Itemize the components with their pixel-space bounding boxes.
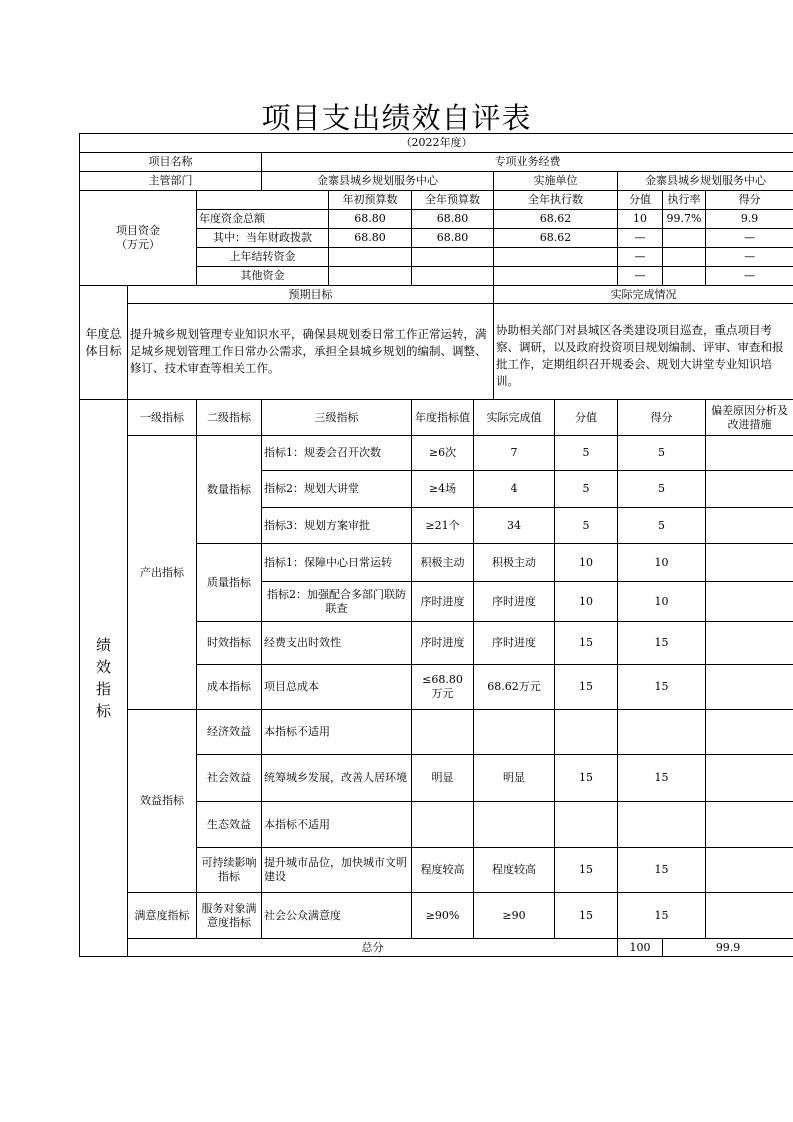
indicator-value: 15: [555, 848, 618, 893]
indicator-value: 5: [555, 508, 618, 544]
indicator-score: 15: [618, 848, 706, 893]
indicator-target: ≥90%: [412, 893, 474, 939]
indicator-analysis: [706, 710, 793, 755]
funds-cell: —: [618, 267, 663, 286]
indicator-name: 经费支出时效性: [262, 622, 412, 665]
funds-cell: 68.80: [412, 210, 494, 229]
funds-cell: —: [618, 248, 663, 267]
indicator-name: 本指标不适用: [262, 802, 412, 848]
funds-header-annual: 全年预算数: [412, 191, 494, 210]
indicator-actual: [474, 710, 555, 755]
indicator-name: 指标1：保障中心日常运转: [262, 544, 412, 582]
funds-row-label: 年度资金总额: [197, 210, 329, 229]
funds-cell: —: [706, 229, 793, 248]
header-level3: 三级指标: [262, 400, 412, 436]
funds-label-line1: 项目资金: [116, 224, 160, 237]
dept-label: 主管部门: [80, 172, 262, 191]
indicator-analysis: [706, 622, 793, 665]
indicator-analysis: [706, 665, 793, 710]
indicator-score: [618, 710, 706, 755]
funds-row-label: 其中：当年财政拨款: [197, 229, 329, 248]
funds-cell: [412, 267, 494, 286]
funds-cell: [663, 248, 706, 267]
indicator-actual: [474, 802, 555, 848]
level2-cost: 成本指标: [197, 665, 262, 710]
total-value: 100: [618, 939, 663, 957]
funds-row-label: 其他资金: [197, 267, 329, 286]
table-row: [80, 893, 793, 939]
header-score: 得分: [618, 400, 706, 436]
indicator-value: [555, 710, 618, 755]
header-level2: 二级指标: [197, 400, 262, 436]
indicator-score: 5: [618, 471, 706, 508]
indicator-value: 15: [555, 755, 618, 802]
indicator-value: 15: [555, 622, 618, 665]
funds-cell: [663, 267, 706, 286]
indicator-analysis: [706, 893, 793, 939]
indicator-name: 指标2：规划大讲堂: [262, 471, 412, 508]
actual-goal-header: 实际完成情况: [494, 286, 793, 304]
funds-cell: 68.80: [329, 229, 412, 248]
funds-label-line2: （万元）: [116, 238, 160, 251]
goals-label: 年度总体目标: [80, 286, 128, 400]
indicator-target: [412, 802, 474, 848]
total-score: 99.9: [663, 939, 793, 957]
level2-economic: 经济效益: [197, 710, 262, 755]
funds-cell: 10: [618, 210, 663, 229]
indicator-name: 本指标不适用: [262, 710, 412, 755]
indicator-target: 序时进度: [412, 582, 474, 622]
indicator-actual: 7: [474, 436, 555, 471]
funds-cell: [329, 267, 412, 286]
indicator-score: [618, 802, 706, 848]
indicator-actual: 34: [474, 508, 555, 544]
expected-goal-text: 提升城乡规划管理专业知识水平，确保县规划委日常工作正常运转，满足城乡规划管理工作日常办公需求，承担全县城乡规划的编制、调整、修订、技术审查等相关工作。: [128, 304, 494, 400]
indicator-analysis: [706, 582, 793, 622]
funds-cell: 99.7%: [663, 210, 706, 229]
indicator-score: 5: [618, 436, 706, 471]
funds-cell: 68.62: [494, 210, 618, 229]
indicator-score: 10: [618, 544, 706, 582]
level1-benefit: 效益指标: [128, 710, 197, 893]
level2-quantity: 数量指标: [197, 436, 262, 544]
level2-ecological: 生态效益: [197, 802, 262, 848]
funds-cell: [494, 267, 618, 286]
funds-cell: 9.9: [706, 210, 793, 229]
indicators-section-text: 绩效指标: [95, 636, 111, 720]
total-label: 总分: [128, 939, 618, 957]
funds-cell: 68.80: [412, 229, 494, 248]
indicator-value: 5: [555, 471, 618, 508]
indicator-name: 提升城市品位，加快城市文明建设: [262, 848, 412, 893]
indicator-score: 15: [618, 622, 706, 665]
indicator-score: 10: [618, 582, 706, 622]
level1-satisfaction: 满意度指标: [128, 893, 197, 939]
indicator-name: 指标1：规委会召开次数: [262, 436, 412, 471]
funds-cell: [494, 248, 618, 267]
indicator-name: 项目总成本: [262, 665, 412, 710]
impl-label: 实施单位: [494, 172, 618, 191]
project-name: 专项业务经费: [262, 153, 793, 172]
header-target: 年度指标值: [412, 400, 474, 436]
indicator-name: 社会公众满意度: [262, 893, 412, 939]
funds-header-score-value: 分值: [618, 191, 663, 210]
indicator-target: ≤68.80万元: [412, 665, 474, 710]
level2-social: 社会效益: [197, 755, 262, 802]
table-row: [80, 436, 793, 471]
indicator-actual: 程度较高: [474, 848, 555, 893]
indicator-analysis: [706, 471, 793, 508]
funds-cell: [663, 229, 706, 248]
level2-sustainable: 可持续影响指标: [197, 848, 262, 893]
indicator-actual: 序时进度: [474, 582, 555, 622]
indicator-score: 15: [618, 755, 706, 802]
indicator-analysis: [706, 544, 793, 582]
indicator-analysis: [706, 802, 793, 848]
impl-value: 金寨县城乡规划服务中心: [618, 172, 793, 191]
funds-cell: —: [706, 248, 793, 267]
indicator-value: 15: [555, 893, 618, 939]
indicator-value: 15: [555, 665, 618, 710]
indicator-target: ≥4场: [412, 471, 474, 508]
indicator-value: [555, 802, 618, 848]
header-score-value: 分值: [555, 400, 618, 436]
header-actual: 实际完成值: [474, 400, 555, 436]
indicator-target: ≥21个: [412, 508, 474, 544]
funds-cell: —: [618, 229, 663, 248]
dept-value: 金寨县城乡规划服务中心: [262, 172, 494, 191]
funds-cell: 68.62: [494, 229, 618, 248]
indicator-target: 序时进度: [412, 622, 474, 665]
indicator-name: 指标2：加强配合多部门联防联查: [262, 582, 412, 622]
page-title: 项目支出绩效自评表: [261, 101, 532, 135]
funds-header-rate: 执行率: [663, 191, 706, 210]
funds-cell: 68.80: [329, 210, 412, 229]
evaluation-table: [79, 133, 793, 957]
indicator-target: 积极主动: [412, 544, 474, 582]
funds-cell: —: [706, 267, 793, 286]
funds-cell: [329, 248, 412, 267]
project-name-label: 项目名称: [80, 153, 262, 172]
indicator-name: 指标3：规划方案审批: [262, 508, 412, 544]
indicator-analysis: [706, 508, 793, 544]
indicator-value: 5: [555, 436, 618, 471]
indicator-score: 15: [618, 893, 706, 939]
funds-header-initial: 年初预算数: [329, 191, 412, 210]
indicator-name: 统筹城乡发展，改善人居环境: [262, 755, 412, 802]
level1-output: 产出指标: [128, 436, 197, 710]
indicator-actual: 积极主动: [474, 544, 555, 582]
indicator-actual: 明显: [474, 755, 555, 802]
indicator-analysis: [706, 848, 793, 893]
indicator-analysis: [706, 436, 793, 471]
funds-header-executed: 全年执行数: [494, 191, 618, 210]
indicator-value: 10: [555, 544, 618, 582]
funds-row-label: 上年结转资金: [197, 248, 329, 267]
year-cell: （2022年度）: [80, 134, 793, 153]
expected-goal-header: 预期目标: [128, 286, 494, 304]
indicator-analysis: [706, 755, 793, 802]
indicators-section-label: [80, 400, 128, 957]
actual-goal-text: 协助相关部门对县城区各类建设项目巡查，重点项目考察、调研，以及政府投资项目规划编制、评审、审查和报批工作，定期组织召开规委会、规划大讲堂专业知识培训。: [494, 304, 793, 400]
indicator-score: 5: [618, 508, 706, 544]
header-analysis: 偏差原因分析及改进措施: [706, 400, 793, 436]
level2-quality: 质量指标: [197, 544, 262, 622]
indicator-actual: 4: [474, 471, 555, 508]
funds-header-blank: [197, 191, 329, 210]
indicator-actual: 序时进度: [474, 622, 555, 665]
table-row: [80, 710, 793, 755]
header-level1: 一级指标: [128, 400, 197, 436]
level2-service-satisfaction: 服务对象满意度指标: [197, 893, 262, 939]
indicator-target: 程度较高: [412, 848, 474, 893]
indicator-actual: 68.62万元: [474, 665, 555, 710]
funds-header-score: 得分: [706, 191, 793, 210]
funds-cell: [412, 248, 494, 267]
indicator-actual: ≥90: [474, 893, 555, 939]
indicator-score: 15: [618, 665, 706, 710]
funds-label: [80, 191, 197, 286]
indicator-target: [412, 710, 474, 755]
indicator-target: 明显: [412, 755, 474, 802]
indicator-target: ≥6次: [412, 436, 474, 471]
indicator-value: 10: [555, 582, 618, 622]
level2-timeliness: 时效指标: [197, 622, 262, 665]
